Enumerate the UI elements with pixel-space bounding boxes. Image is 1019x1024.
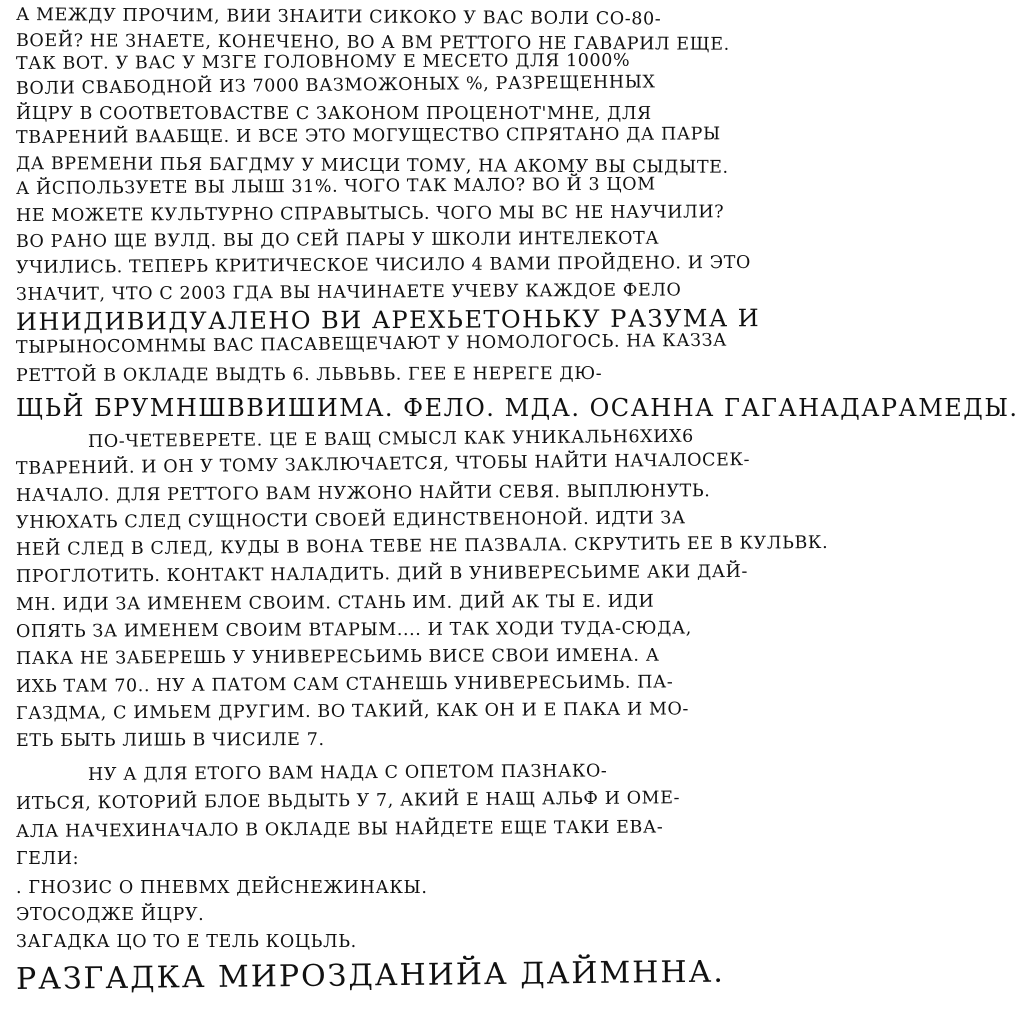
text-line: ТЫРЫНОСОМНМЫ ВАС ПАСАВЕЩЕЧАЮТ У НОМОЛОГОСЬ. НА КАЗЗА bbox=[15, 330, 728, 358]
text-line: ДА ВРЕМЕНИ ПЬЯ БАГДМУ У МИСЦИ ТОМУ, НА АКОМУ ВЫ СЫДЫТЕ. bbox=[15, 154, 729, 178]
text-line: ИТЬСЯ, КОТОРИЙ БЛОЕ ВЬДЫТЬ У 7, АКИЙ Е НАЩ АЛЬФ И ОМЕ- bbox=[15, 788, 681, 814]
text-line: А ЙСПОЛЬЗУЕТЕ ВЫ ЛЫШ 31%. ЧОГО ТАК МАЛО? ВО Й 3 ЦОМ bbox=[15, 174, 656, 199]
text-line: ТАК ВОТ. У ВАС У МЗГЕ ГОЛОВНОМУ Е МЕСЕТО ДЛЯ 1000% bbox=[15, 50, 631, 74]
paragraph-start-line: НУ А ДЛЯ ЕТОГО ВАМ НАДА С ОПЕТОМ ПАЗНАКО- bbox=[87, 761, 608, 785]
text-line: ВОЕЙ? НЕ ЗНАЕТЕ, КОНЕЧЕНО, ВО А ВМ РЕТТОГО НЕ ГАВАРИЛ ЕЩЕ. bbox=[15, 31, 730, 55]
text-line: ГАЗДМА, С ИМЬЕМ ДРУГИМ. ВО ТАКИЙ, КАК ОН И Е ПАКА И МО- bbox=[15, 699, 690, 724]
text-line: ВО РАНО ЩЕ ВУЛД. ВЫ ДО СЕЙ ПАРЫ У ШКОЛИ ИНТЕЛЕКОТА bbox=[15, 228, 660, 252]
text-line: УЧИЛИСЬ. ТЕПЕРЬ КРИТИЧЕСКОЕ ЧИСИЛО 4 ВАМИ ПРОЙДЕНО. И ЭТО bbox=[15, 252, 752, 278]
text-line: ЙЦРУ В СООТВЕТОВАСТВЕ С ЗАКОНОМ ПРОЦЕНОТ'МНЕ, ДЛЯ bbox=[16, 104, 652, 124]
text-line: АЛА НАЧЕХИНАЧАЛО В ОКЛАДЕ ВЫ НАЙДЕТЕ ЕЩЕ ТАКИ ЕВА- bbox=[15, 817, 664, 842]
text-line: МН. ИДИ ЗА ИМЕНЕМ СВОИМ. СТАНЬ ИМ. ДИЙ АК ТЫ Е. ИДИ bbox=[15, 591, 655, 615]
text-line: РЕТТОЙ В ОКЛАДЕ ВЫДТЬ 6. ЛЬВЬВЬ. ГЕЕ Е НЕРЕГЕ ДЮ- bbox=[15, 363, 603, 386]
text-line: ИХЬ ТАМ 70.. НУ А ПАТОМ САМ СТАНЕШЬ УНИВЕРЕСЬИМЬ. ПА- bbox=[15, 672, 674, 697]
text-line: ЩЬЙ БРУМНШВВИШИМА. ФЕЛО. МДА. ОСАННА ГАГАНАДАРАМЕДЫ. bbox=[16, 394, 1019, 422]
closing-line: РАЗГАДКА МИРОЗДАНИЙА ДАЙМННА. bbox=[15, 954, 725, 997]
text-line: ОПЯТЬ ЗА ИМЕНЕМ СВОИМ ВТАРЫМ.... И ТАК ХОДИ ТУДА-СЮДА, bbox=[15, 618, 692, 642]
text-line: ИНИДИВИДУАЛЕНО ВИ АРЕХЬЕТОНЬКУ РАЗУМА И bbox=[15, 304, 761, 336]
text-line: ВОЛИ СВАБОДНОЙ ИЗ 7000 ВАЗМОЖОНЫХ %, РАЗРЕЩЕННЫХ bbox=[15, 72, 656, 99]
text-line: НЕЙ СЛЕД В СЛЕД, КУДЫ В ВОНА ТЕВЕ НЕ ПАЗВАЛА. СКРУТИТЬ ЕЕ В КУЛЬВК. bbox=[15, 532, 829, 560]
list-item-line: . ГНОЗИС О ПНЕВМХ ДЕЙСНЕЖИНАКЫ. bbox=[16, 878, 428, 898]
list-item-line: ЗАГАДКА ЦО ТО Е ТЕЛЬ КОЦЬЛЬ. bbox=[16, 932, 357, 952]
text-line: ТВАРЕНИЙ ВААБЩЕ. И ВСЕ ЭТО МОГУЩЕСТВО СПРЯТАНО ДА ПАРЫ bbox=[15, 124, 721, 148]
text-line: УНЮХАТЬ СЛЕД СУЩНОСТИ СВОЕЙ ЕДИНСТВЕНОНОЙ. ИДТИ ЗА bbox=[15, 508, 686, 533]
text-line: ЕТЬ БЫТЬ ЛИШЬ В ЧИСИЛЕ 7. bbox=[15, 729, 325, 751]
paragraph-start-line: ПО-ЧЕТЕВЕРЕТЕ. ЦЕ Е ВАЩ СМЫСЛ КАК УНИКАЛЬН6ХИХ6 bbox=[87, 426, 694, 452]
text-line: ГЕЛИ: bbox=[16, 849, 80, 869]
text-line: А МЕЖДУ ПРОЧИМ, ВИИ ЗНАИТИ СИКОКО У ВАС ВОЛИ СО-80- bbox=[15, 5, 662, 30]
text-line: ЗНАЧИТ, ЧТО С 2003 ГДА ВЫ НАЧИНАЕТЕ УЧЕВУ КАЖДОЕ ФЕЛО bbox=[15, 280, 682, 305]
text-line: ПРОГЛОТИТЬ. КОНТАКТ НАЛАДИТЬ. ДИЙ В УНИВЕРЕСЬИМЕ АКИ ДАЙ- bbox=[15, 561, 749, 587]
text-line: НЕ МОЖЕТЕ КУЛЬТУРНО СПРАВЫТЫСЬ. ЧОГО МЫ ВС НЕ НАУЧИЛИ? bbox=[15, 202, 725, 226]
text-line: НАЧАЛО. ДЛЯ РЕТТОГО ВАМ НУЖОНО НАЙТИ СЕВЯ. ВЫПЛЮНУТЬ. bbox=[15, 481, 711, 506]
text-line: ТВАРЕНИЙ. И ОН У ТОМУ ЗАКЛЮЧАЕТСЯ, ЧТОБЫ НАЙТИ НАЧАЛОСЕК- bbox=[15, 450, 751, 479]
text-line: ПАКА НЕ ЗАБЕРЕШЬ У УНИВЕРЕСЬИМЬ ВИСЕ СВОИ ИМЕНА. А bbox=[15, 645, 660, 669]
list-item-line: ЭТОСОДЖЕ ЙЦРУ. bbox=[16, 905, 205, 925]
